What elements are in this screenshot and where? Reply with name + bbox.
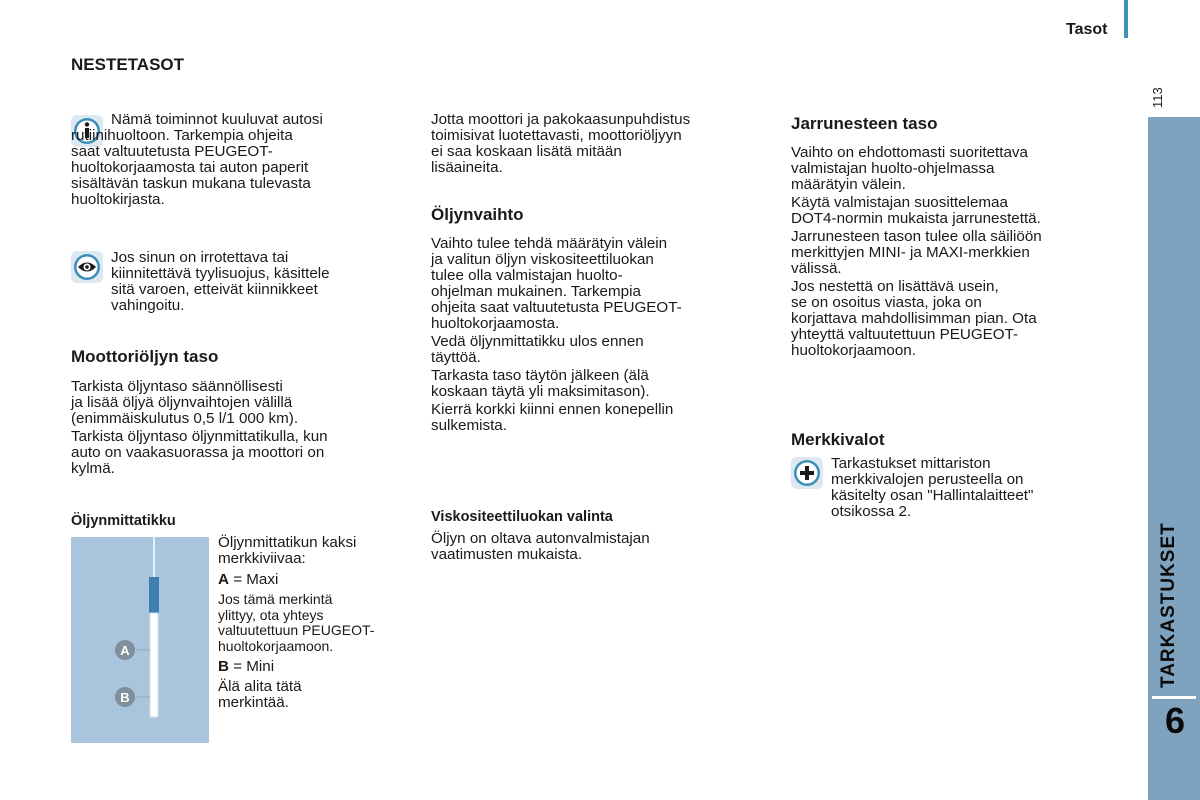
chapter-divider	[1152, 696, 1196, 699]
oil-change-paragraph: Vedä öljynmittatikku ulos ennen täyttöä.	[431, 333, 644, 366]
chapter-tab-label: TARKASTUKSET	[1158, 522, 1179, 688]
oil-level-text	[71, 379, 411, 477]
marker-b-text: Älä alita tätä merkintää.	[218, 678, 302, 711]
page-number: 113	[1150, 87, 1165, 108]
image-label-b: B	[120, 690, 130, 705]
marker-a-letter: A	[218, 571, 229, 588]
warning-lights-heading: Merkkivalot	[791, 430, 885, 449]
viscosity-heading: Viskositeettiluokan valinta	[431, 509, 613, 525]
section-title: Tasot	[1066, 21, 1108, 38]
brake-fluid-paragraph: Vaihto on ehdottomasti suoritettava valmistajan huolto-ohjelmassa määrätyin välein.	[791, 144, 1028, 193]
main-title: NESTETASOT	[71, 55, 185, 74]
oil-level-heading: Moottoriöljyn taso	[71, 347, 219, 366]
oil-level-paragraph: Tarkista öljyntaso säännöllisesti ja lisää öljyä öljynvaihtojen välillä (enimmäiskulutus 0,5 l/1 000 km).	[71, 378, 299, 427]
marker-a-label: = Maxi	[228, 571, 279, 588]
marker-b-label: = Mini	[228, 658, 275, 675]
marker-a-line	[218, 572, 418, 588]
viscosity-text: Öljyn on oltava autonvalmistajan vaatimusten mukaista.	[431, 530, 650, 563]
brake-fluid-paragraph: Jos nestettä on lisättävä usein, se on osoitus viasta, joka on korjattava mahdollisimman pian. Ota yhteyttä valtuutettuun PEUGEOT- huoltokorjaamoon.	[791, 278, 1037, 359]
marker-a-text: Jos tämä merkintä ylittyy, ota yhteys valtuutettuun PEUGEOT- huoltokorjaamoon.	[218, 591, 375, 654]
oil-change-paragraph: Tarkasta taso täytön jälkeen (älä koskaan täytä yli maksimitason).	[431, 367, 650, 400]
dipstick-drawing	[71, 537, 209, 743]
warning-lights-note: Tarkastukset mittariston merkkivalojen perusteella on käsitelty osan "Hallintalaitteet" otsikossa 2.	[831, 455, 1034, 520]
caution-note: Jos sinun on irrotettava tai kiinnitettävä tyylisuojus, käsittele sitä varoen, etteivät kiinnikkeet vahingoitu.	[111, 249, 330, 314]
brake-fluid-paragraph: Käytä valmistajan suosittelemaa DOT4-normin mukaista jarrunestettä.	[791, 194, 1041, 227]
col2-intro: Jotta moottori ja pakokaasunpuhdistus toimisivat luotettavasti, moottoriöljyyn ei saa koskaan lisätä mitään lisäaineita.	[431, 111, 691, 176]
brake-fluid-heading: Jarrunesteen taso	[791, 114, 938, 133]
oil-change-paragraph: Kierrä korkki kiinni ennen konepellin sulkemista.	[431, 401, 674, 434]
oil-change-text	[431, 236, 776, 434]
dipstick-heading: Öljynmittatikku	[71, 513, 176, 529]
brake-fluid-paragraph: Jarrunesteen tason tulee olla säiliöön merkittyjen MINI- ja MAXI-merkkien välissä.	[791, 228, 1042, 277]
image-label-a: A	[120, 643, 130, 658]
chapter-number: 6	[1164, 700, 1186, 741]
dipstick-intro: Öljynmittatikun kaksi merkkiviivaa:	[218, 534, 357, 567]
dipstick-text	[218, 535, 418, 711]
header-accent-line	[1124, 0, 1128, 38]
plus-icon	[791, 457, 823, 489]
info-note: Nämä toiminnot kuuluvat autosi rutiinihuoltoon. Tarkempia ohjeita saat valtuutetusta PEUGEOT- huoltokorjaamosta tai auton paperit sisältävän taskun mukana tulevasta huoltokirjasta.	[71, 111, 323, 208]
brake-fluid-text	[791, 145, 1136, 359]
oil-level-paragraph: Tarkista öljyntaso öljynmittatikulla, kun auto on vaakasuorassa ja moottori on kylmä.	[71, 428, 328, 477]
eye-icon	[71, 251, 103, 283]
marker-b-line	[218, 659, 418, 675]
oil-change-heading: Öljynvaihto	[431, 205, 524, 224]
oil-change-paragraph: Vaihto tulee tehdä määrätyin välein ja valitun öljyn viskositeettiluokan tulee olla valmistajan huolto- ohjelman mukainen. Tarkempia ohjeita saat valtuutetusta PEUGEOT- huoltokorjaamosta.	[431, 235, 682, 332]
dipstick-illustration	[71, 537, 209, 743]
marker-b-letter: B	[218, 658, 229, 675]
